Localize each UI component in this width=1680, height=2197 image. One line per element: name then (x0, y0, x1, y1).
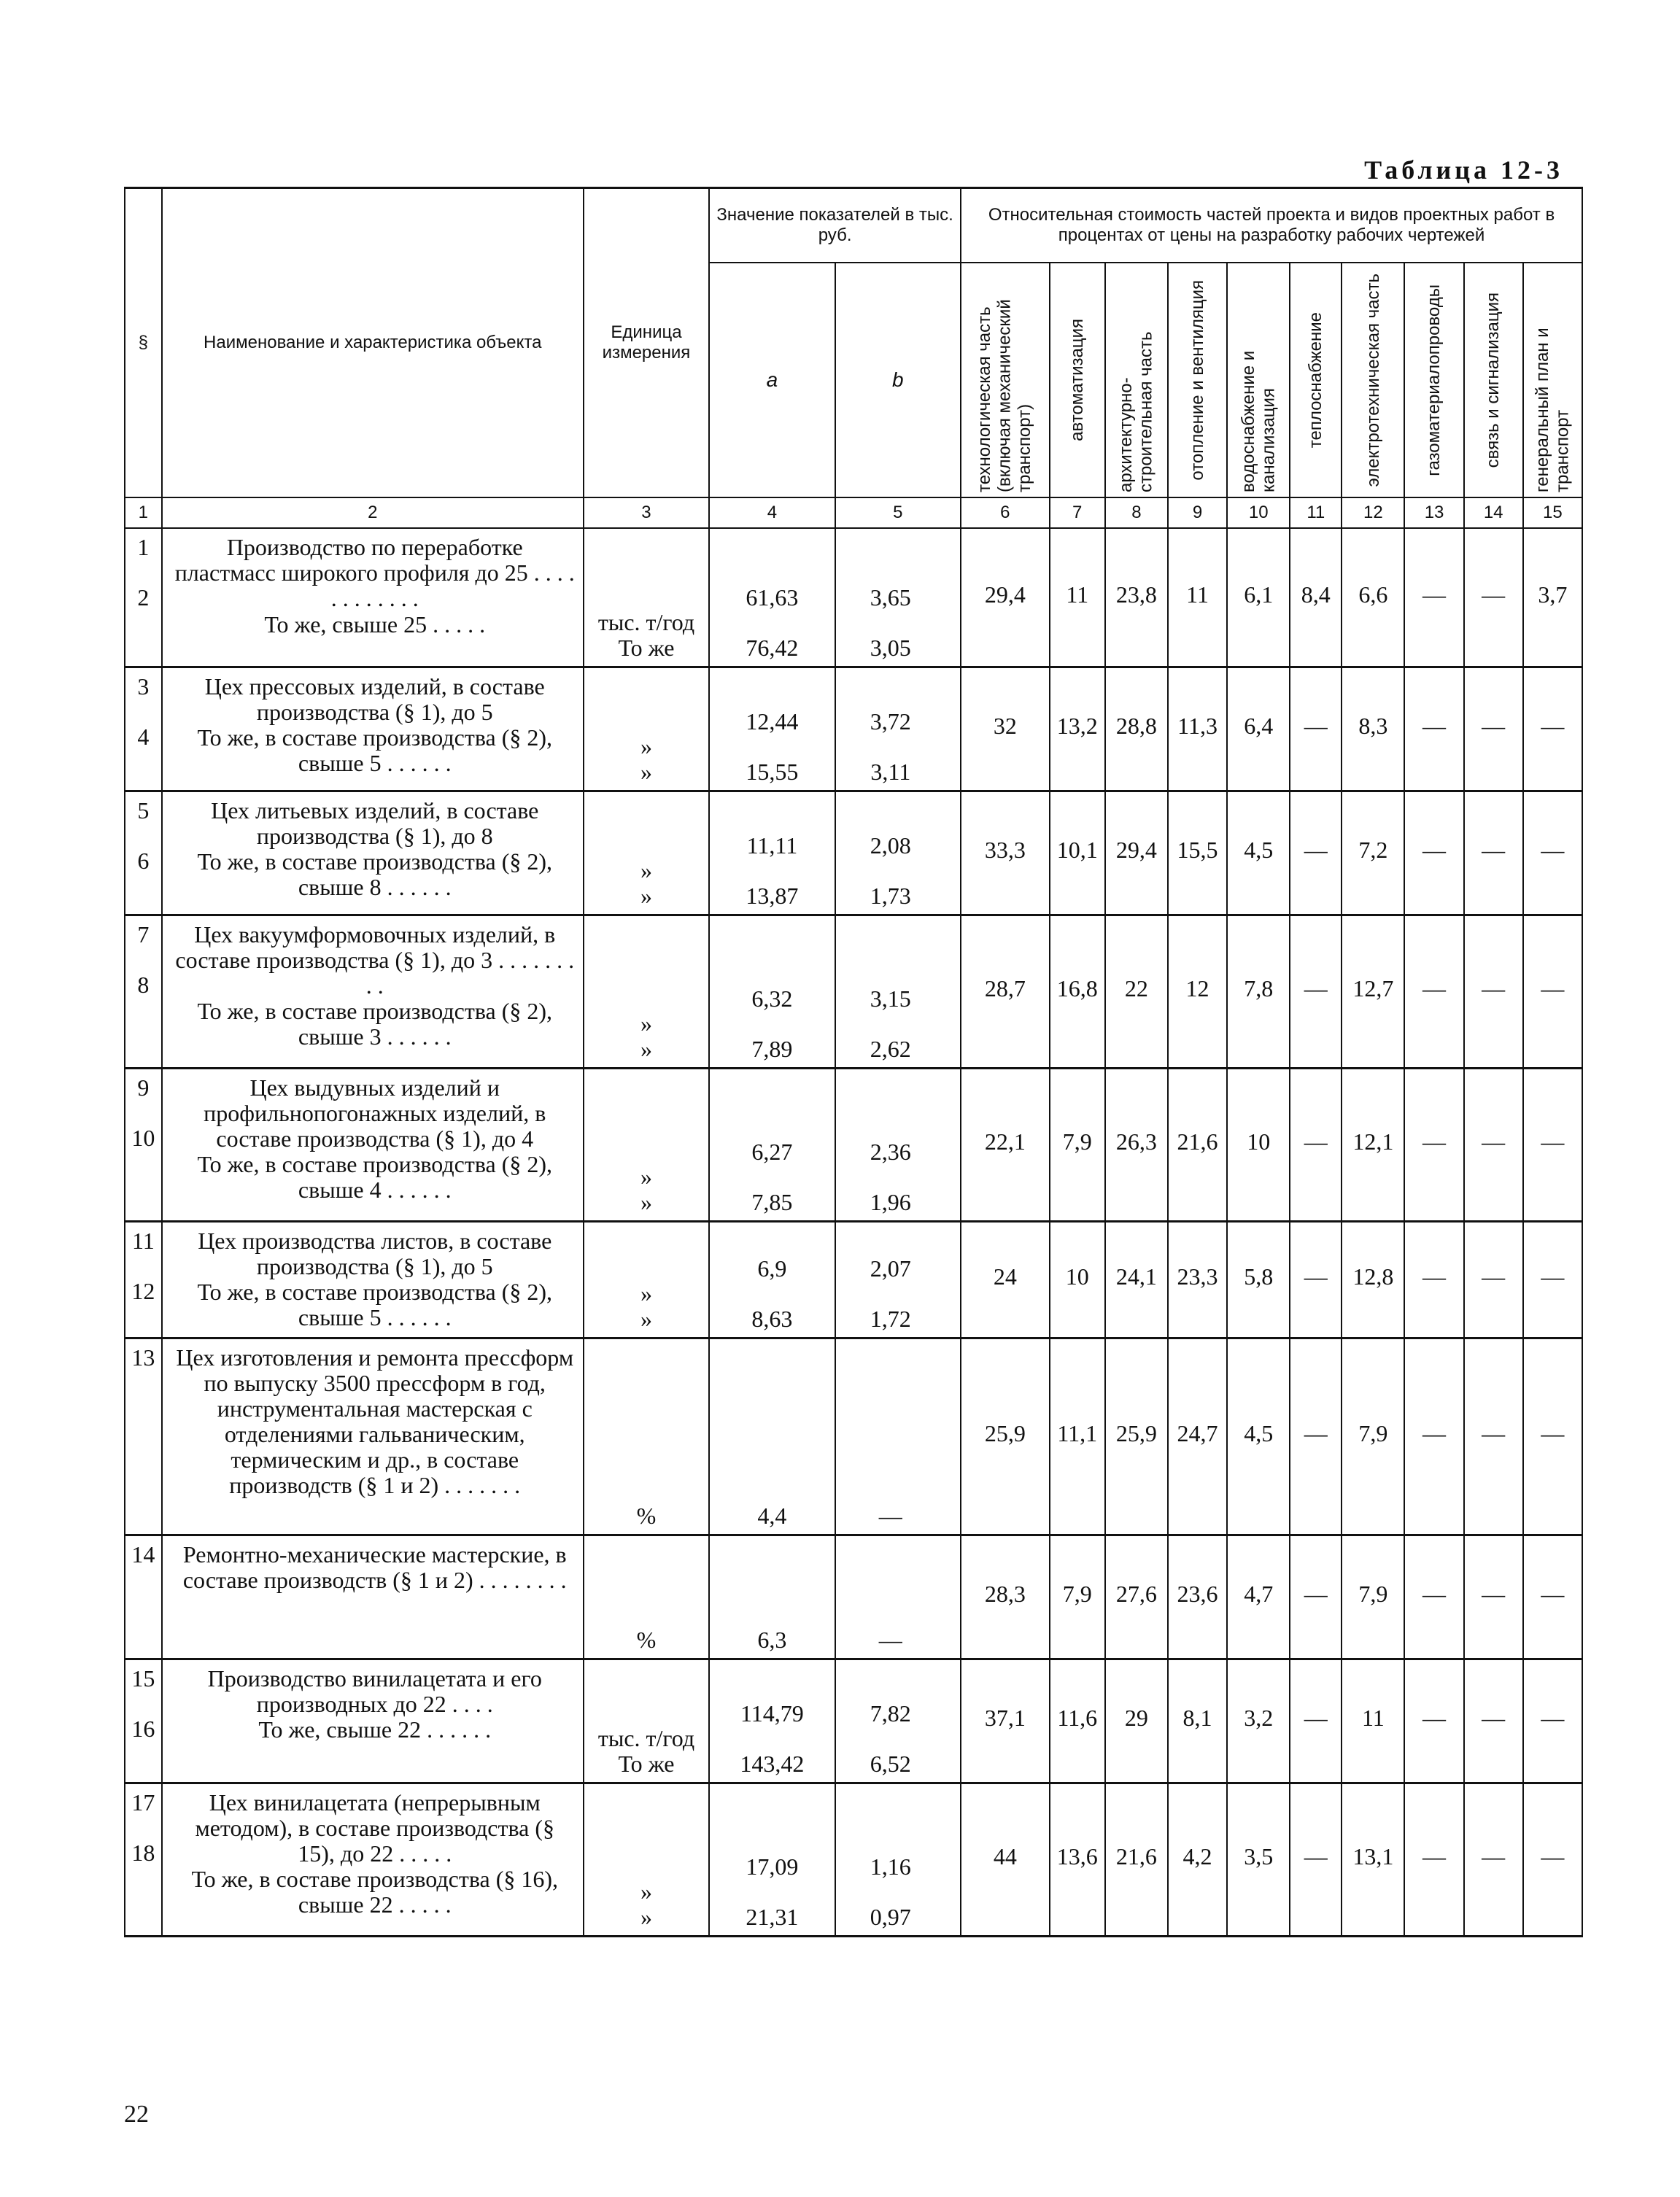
header-rot-8: газоматериалопроводы (1404, 263, 1463, 497)
value-b (835, 791, 961, 915)
percent-cell: 29,4 (1105, 791, 1168, 915)
percent-cell: — (1523, 1783, 1582, 1936)
header-values-group: Значение показателей в тыс. руб. (709, 188, 961, 263)
object-name (162, 791, 584, 915)
percent-cell: 4,2 (1168, 1783, 1227, 1936)
percent-cell: — (1404, 528, 1463, 667)
cell-text: Производство винилацетата и его производных до 22 . . . . (207, 1665, 542, 1717)
cell-text: 9 (137, 1074, 150, 1101)
value-a (709, 1068, 835, 1221)
value-b (835, 1535, 961, 1659)
percent-cell: 7,9 (1050, 1068, 1105, 1221)
percent-cell: 10 (1227, 1068, 1290, 1221)
cell-text: » (640, 1904, 652, 1931)
cell-text: То же, в составе производства (§ 2), свыше 8 . . . . . . (197, 848, 553, 901)
column-number: 13 (1404, 497, 1463, 528)
percent-cell: 3,7 (1523, 528, 1582, 667)
percent-cell: — (1464, 528, 1523, 667)
table-row (125, 1783, 1582, 1936)
section-number (125, 1535, 162, 1659)
cell-text: Ремонтно-механические мастерские, в составе производств (§ 1 и 2) . . . . . . . . (182, 1541, 567, 1593)
cell-text: Цех литьевых изделий, в составе производства (§ 1), до 8 (211, 797, 539, 849)
percent-cell: 12,8 (1342, 1221, 1404, 1338)
value-b (835, 667, 961, 791)
percent-cell: — (1523, 1221, 1582, 1338)
unit-of-measure (584, 1221, 709, 1338)
percent-cell: 29 (1105, 1659, 1168, 1783)
percent-cell: 11,6 (1050, 1659, 1105, 1783)
header-b: b (835, 263, 961, 497)
unit-of-measure (584, 1535, 709, 1659)
cell-text: 3,72 (870, 708, 911, 735)
column-number: 2 (162, 497, 584, 528)
cell-text: 8 (137, 971, 150, 998)
object-name (162, 1221, 584, 1338)
percent-cell: 16,8 (1050, 915, 1105, 1068)
percent-cell: — (1290, 915, 1342, 1068)
object-name (162, 915, 584, 1068)
unit-of-measure (584, 915, 709, 1068)
table-row (125, 1659, 1582, 1783)
object-name (162, 1783, 584, 1936)
column-number: 11 (1290, 497, 1342, 528)
cell-text: То же, в составе производства (§ 2), свыше 3 . . . . . . (197, 998, 553, 1050)
percent-cell: 11 (1050, 528, 1105, 667)
table-row-group (125, 791, 1582, 915)
table-header (125, 188, 1582, 529)
object-name (162, 528, 584, 667)
percent-cell: — (1464, 1659, 1523, 1783)
percent-cell: — (1404, 1221, 1463, 1338)
percent-cell: 3,2 (1227, 1659, 1290, 1783)
percent-cell: 5,8 (1227, 1221, 1290, 1338)
column-number: 4 (709, 497, 835, 528)
value-a (709, 1659, 835, 1783)
cell-text: 12 (131, 1277, 155, 1304)
unit-of-measure (584, 1659, 709, 1783)
header-rot-4: отопление и вентиляция (1168, 263, 1227, 497)
table-row-group (125, 1338, 1582, 1535)
percent-cell: — (1523, 1535, 1582, 1659)
percent-cell: 10 (1050, 1221, 1105, 1338)
percent-cell: — (1464, 1221, 1523, 1338)
cell-text: 1,73 (870, 883, 911, 910)
object-name (162, 1338, 584, 1535)
object-name (162, 667, 584, 791)
value-a (709, 667, 835, 791)
percent-cell: 8,4 (1290, 528, 1342, 667)
percent-cell: 7,9 (1342, 1338, 1404, 1535)
percent-cell: 33,3 (961, 791, 1050, 915)
header-relative-group: Относительная стоимость частей проекта и видов проектных работ в процентах от цены на разработку рабочих чертежей (961, 188, 1582, 263)
percent-cell: 24,7 (1168, 1338, 1227, 1535)
value-a (709, 528, 835, 667)
cell-text: 11 (131, 1227, 155, 1254)
cell-text: 61,63 (746, 584, 799, 611)
cell-text: 16 (131, 1715, 155, 1742)
object-name (162, 1068, 584, 1221)
cell-text: 114,79 (740, 1700, 804, 1727)
percent-cell: 3,5 (1227, 1783, 1290, 1936)
value-b (835, 528, 961, 667)
value-a (709, 1535, 835, 1659)
cell-text: 4,4 (757, 1503, 787, 1530)
cell-text: % (636, 1627, 657, 1654)
page-number: 22 (124, 2101, 149, 2128)
header-a: a (709, 263, 835, 497)
percent-cell: 37,1 (961, 1659, 1050, 1783)
percent-cell: 26,3 (1105, 1068, 1168, 1221)
percent-cell: — (1464, 791, 1523, 915)
unit-of-measure (584, 1783, 709, 1936)
value-a (709, 791, 835, 915)
cell-text: 1,96 (870, 1189, 911, 1216)
percent-cell: — (1290, 667, 1342, 791)
cell-text: 2,62 (870, 1036, 911, 1063)
value-b (835, 1338, 961, 1535)
table-row-group (125, 1535, 1582, 1659)
cell-text: Цех прессовых изделий, в составе производства (§ 1), до 5 (204, 673, 545, 725)
percent-cell: 11 (1342, 1659, 1404, 1783)
cell-text: 3,05 (870, 635, 911, 662)
percent-cell: — (1290, 1221, 1342, 1338)
cell-text: То же, в составе производства (§ 2), свыше 5 . . . . . . (197, 1278, 553, 1331)
percent-cell: — (1464, 915, 1523, 1068)
section-number (125, 1783, 162, 1936)
cell-text: 7 (137, 921, 150, 948)
percent-cell: 23,8 (1105, 528, 1168, 667)
header-name: Наименование и характеристика объекта (162, 188, 584, 498)
cell-text: 12,44 (746, 708, 799, 735)
column-number: 1 (125, 497, 162, 528)
percent-cell: — (1464, 1535, 1523, 1659)
percent-cell: — (1290, 1535, 1342, 1659)
percent-cell: — (1464, 667, 1523, 791)
value-a (709, 1221, 835, 1338)
cell-text: 1 (137, 534, 150, 560)
percent-cell: 11 (1168, 528, 1227, 667)
cell-text: 6,52 (870, 1751, 911, 1778)
cell-text: 7,82 (870, 1700, 911, 1727)
table-row-group (125, 1659, 1582, 1783)
object-name (162, 1659, 584, 1783)
cell-text: тыс. т/год (597, 1725, 695, 1752)
header-rot-9: связь и сигнализация (1464, 263, 1523, 497)
cell-text: тыс. т/год (597, 609, 695, 636)
percent-cell: 24 (961, 1221, 1050, 1338)
cell-text: 17 (131, 1789, 155, 1816)
cell-text: То же (618, 1751, 675, 1778)
cell-text: 3,65 (870, 584, 911, 611)
cell-text: 15,55 (746, 759, 799, 786)
cell-text: 14 (131, 1541, 155, 1568)
cell-text: 7,85 (751, 1189, 793, 1216)
header-rot-1: технологическая часть (включая механический транспорт) (961, 263, 1050, 497)
percent-cell: 28,3 (961, 1535, 1050, 1659)
cell-text: 1,72 (870, 1306, 911, 1333)
section-number (125, 915, 162, 1068)
cell-text: 0,97 (870, 1904, 911, 1931)
percent-cell: — (1404, 791, 1463, 915)
percent-cell: 15,5 (1168, 791, 1227, 915)
cell-text: То же, в составе производства (§ 2), свыше 5 . . . . . . (197, 724, 553, 777)
header-rot-5: водоснабжение и канализация (1227, 263, 1290, 497)
cost-table (124, 187, 1583, 1937)
unit-of-measure (584, 1338, 709, 1535)
percent-cell: 13,1 (1342, 1783, 1404, 1936)
table-row (125, 791, 1582, 915)
percent-cell: — (1290, 1659, 1342, 1783)
column-number: 12 (1342, 497, 1404, 528)
percent-cell: — (1290, 1068, 1342, 1221)
percent-cell: 21,6 (1168, 1068, 1227, 1221)
percent-cell: 21,6 (1105, 1783, 1168, 1936)
section-number (125, 1221, 162, 1338)
cell-text: То же, в составе производства (§ 2), свыше 4 . . . . . . (197, 1151, 553, 1204)
value-b (835, 915, 961, 1068)
percent-cell: 8,1 (1168, 1659, 1227, 1783)
cell-text: То же, в составе производства (§ 16), свыше 22 . . . . . (191, 1866, 559, 1918)
percent-cell: 11,1 (1050, 1338, 1105, 1535)
percent-cell: — (1523, 1338, 1582, 1535)
table-row-group (125, 667, 1582, 791)
percent-cell: 12 (1168, 915, 1227, 1068)
header-rot-6: теплоснабжение (1290, 263, 1342, 497)
percent-cell: 24,1 (1105, 1221, 1168, 1338)
cell-text: » (640, 883, 652, 910)
cell-text: 2,07 (870, 1255, 911, 1282)
value-a (709, 915, 835, 1068)
cell-text: 10 (131, 1124, 155, 1151)
percent-cell: 7,2 (1342, 791, 1404, 915)
column-number: 5 (835, 497, 961, 528)
cell-text: 6 (137, 847, 150, 874)
cell-text: Производство по переработке пластмасс широкого профиля до 25 . . . . . . . . . . . . (174, 534, 575, 612)
percent-cell: — (1404, 1535, 1463, 1659)
cell-text: 2,08 (870, 832, 911, 859)
cell-text: 18 (131, 1839, 155, 1866)
column-number: 14 (1464, 497, 1523, 528)
percent-cell: 28,7 (961, 915, 1050, 1068)
percent-cell: 7,9 (1342, 1535, 1404, 1659)
percent-cell: 22,1 (961, 1068, 1050, 1221)
unit-of-measure (584, 791, 709, 915)
percent-cell: — (1464, 1068, 1523, 1221)
cell-text: 2,36 (870, 1139, 911, 1166)
cell-text: » (640, 1878, 652, 1905)
percent-cell: 28,8 (1105, 667, 1168, 791)
column-number: 7 (1050, 497, 1105, 528)
table-row-group (125, 1068, 1582, 1221)
column-number: 8 (1105, 497, 1168, 528)
column-number: 15 (1523, 497, 1582, 528)
percent-cell: 23,3 (1168, 1221, 1227, 1338)
cell-text: 4 (137, 723, 150, 750)
value-b (835, 1783, 961, 1936)
table-row-group (125, 528, 1582, 667)
cell-text: 15 (131, 1665, 155, 1692)
percent-cell: 4,5 (1227, 791, 1290, 915)
section-number (125, 528, 162, 667)
cell-text: 6,32 (751, 985, 793, 1012)
percent-cell: 44 (961, 1783, 1050, 1936)
cell-text: Цех изготовления и ремонта прессформ по выпуску 3500 прессформ в год, инструментальная мастерская с отделениями гальваническим, термическим и др., в составе производств (§ 1 и 2) . . . . . . . (176, 1344, 574, 1499)
percent-cell: 27,6 (1105, 1535, 1168, 1659)
percent-cell: — (1404, 1659, 1463, 1783)
percent-cell: 7,8 (1227, 915, 1290, 1068)
value-a (709, 1783, 835, 1936)
column-number-row (125, 497, 1582, 528)
cell-text: » (640, 1036, 652, 1063)
cell-text: То же (618, 635, 675, 662)
section-number (125, 1659, 162, 1783)
cell-text: 8,63 (751, 1306, 793, 1333)
value-b (835, 1068, 961, 1221)
percent-cell: — (1523, 915, 1582, 1068)
object-name (162, 1535, 584, 1659)
cell-text: » (640, 759, 652, 786)
header-rot-2: автоматизация (1050, 263, 1105, 497)
percent-cell: 6,4 (1227, 667, 1290, 791)
cell-text: » (640, 1189, 652, 1216)
percent-cell: 12,7 (1342, 915, 1404, 1068)
cell-text: » (640, 733, 652, 760)
column-number: 6 (961, 497, 1050, 528)
header-rot-10: генеральный план и транспорт (1523, 263, 1582, 497)
cell-text: 7,89 (751, 1036, 793, 1063)
cell-text: 76,42 (746, 635, 799, 662)
percent-cell: 6,6 (1342, 528, 1404, 667)
cell-text: Цех винилацетата (непрерывным методом), в составе производства (§ 15), до 22 . . . . . (195, 1789, 555, 1867)
table-row-group (125, 1783, 1582, 1936)
value-a (709, 1338, 835, 1535)
value-b (835, 1221, 961, 1338)
cell-text: То же, свыше 22 . . . . . . (258, 1716, 492, 1743)
unit-of-measure (584, 528, 709, 667)
percent-cell: 25,9 (1105, 1338, 1168, 1535)
percent-cell: 13,2 (1050, 667, 1105, 791)
cell-text: 13,87 (746, 883, 799, 910)
cell-text: 21,31 (746, 1904, 799, 1931)
cell-text: % (636, 1503, 657, 1530)
cell-text: » (640, 1306, 652, 1333)
percent-cell: — (1464, 1783, 1523, 1936)
cell-text: Цех вакуумформовочных изделий, в составе производства (§ 1), до 3 . . . . . . . . . (175, 921, 575, 999)
table-row (125, 1221, 1582, 1338)
cell-text: » (640, 1280, 652, 1307)
cell-text: 17,09 (746, 1853, 799, 1880)
percent-cell: 7,9 (1050, 1535, 1105, 1659)
cell-text: 11,11 (746, 832, 798, 859)
unit-of-measure (584, 1068, 709, 1221)
cell-text: 3 (137, 673, 150, 700)
header-rot-3: архитектурно-строительная часть (1105, 263, 1168, 497)
cell-text: 5 (137, 797, 150, 824)
cell-text: 3,15 (870, 985, 911, 1012)
header-unit: Единица измерения (584, 188, 709, 498)
table-row-group (125, 1221, 1582, 1338)
percent-cell: — (1523, 1068, 1582, 1221)
percent-cell: 22 (1105, 915, 1168, 1068)
table-row-group (125, 915, 1582, 1068)
header-rot-7: электротехническая часть (1342, 263, 1404, 497)
column-number: 10 (1227, 497, 1290, 528)
cell-text: 6,27 (751, 1139, 793, 1166)
column-number: 3 (584, 497, 709, 528)
percent-cell: 13,6 (1050, 1783, 1105, 1936)
table-row (125, 915, 1582, 1068)
table-row (125, 667, 1582, 791)
cell-text: Цех выдувных изделий и профильнопогонажных изделий, в составе производства (§ 1), до 4 (204, 1074, 546, 1152)
table-row (125, 1068, 1582, 1221)
percent-cell: — (1523, 667, 1582, 791)
percent-cell: 4,7 (1227, 1535, 1290, 1659)
cell-text: » (640, 1163, 652, 1190)
cell-text: Цех производства листов, в составе производства (§ 1), до 5 (198, 1227, 552, 1279)
table-row (125, 1535, 1582, 1659)
section-number (125, 1068, 162, 1221)
percent-cell: — (1290, 1783, 1342, 1936)
percent-cell: — (1404, 1068, 1463, 1221)
percent-cell: — (1290, 791, 1342, 915)
section-number (125, 791, 162, 915)
cell-text: 143,42 (740, 1751, 805, 1778)
cell-text: 6,3 (757, 1627, 787, 1654)
percent-cell: 11,3 (1168, 667, 1227, 791)
cell-text: То же, свыше 25 . . . . . (264, 611, 486, 638)
header-section: § (125, 188, 162, 498)
percent-cell: 8,3 (1342, 667, 1404, 791)
percent-cell: 4,5 (1227, 1338, 1290, 1535)
percent-cell: — (1404, 1338, 1463, 1535)
cell-text: 13 (131, 1344, 155, 1371)
section-number (125, 1338, 162, 1535)
percent-cell: 10,1 (1050, 791, 1105, 915)
cell-text: — (878, 1503, 902, 1530)
percent-cell: — (1523, 791, 1582, 915)
cell-text: » (640, 857, 652, 884)
percent-cell: — (1523, 1659, 1582, 1783)
table-title: Таблица 12-3 (1364, 155, 1563, 185)
percent-cell: 25,9 (961, 1338, 1050, 1535)
section-number (125, 667, 162, 791)
percent-cell: 23,6 (1168, 1535, 1227, 1659)
cell-text: 2 (137, 584, 150, 611)
percent-cell: 32 (961, 667, 1050, 791)
cell-text: — (878, 1627, 902, 1654)
cell-text: 6,9 (757, 1255, 787, 1282)
percent-cell: — (1290, 1338, 1342, 1535)
unit-of-measure (584, 667, 709, 791)
value-b (835, 1659, 961, 1783)
percent-cell: 12,1 (1342, 1068, 1404, 1221)
percent-cell: — (1464, 1338, 1523, 1535)
percent-cell: — (1404, 667, 1463, 791)
percent-cell: 6,1 (1227, 528, 1290, 667)
percent-cell: 29,4 (961, 528, 1050, 667)
percent-cell: — (1404, 1783, 1463, 1936)
cell-text: 3,11 (870, 759, 911, 786)
table-row (125, 528, 1582, 667)
cell-text: » (640, 1010, 652, 1037)
percent-cell: — (1404, 915, 1463, 1068)
column-number: 9 (1168, 497, 1227, 528)
cell-text: 1,16 (870, 1853, 911, 1880)
table-row (125, 1338, 1582, 1535)
